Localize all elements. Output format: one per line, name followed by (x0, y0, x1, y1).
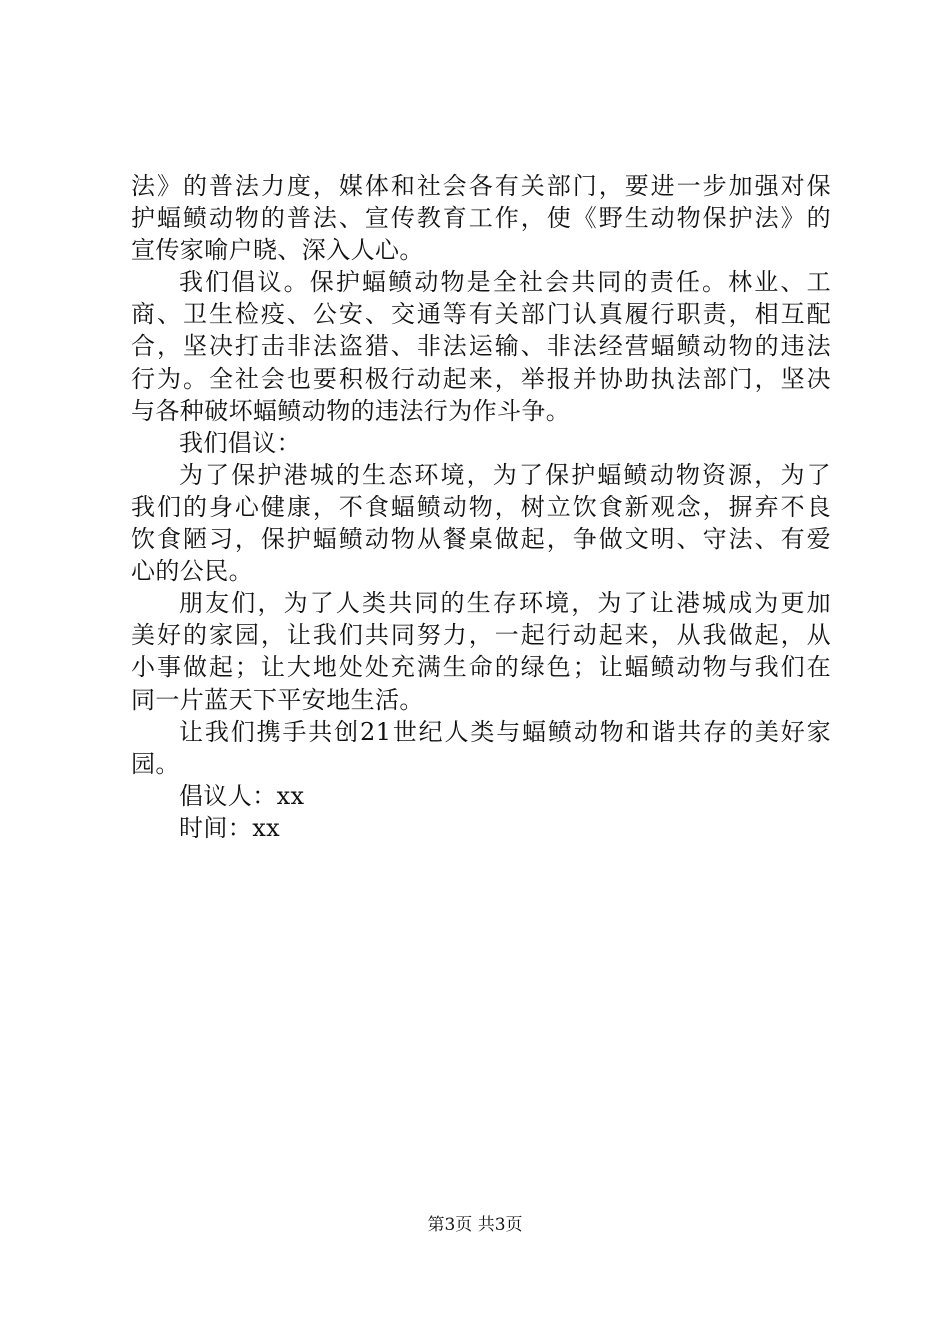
text-line: 同一片蓝天下平安地生活。 (131, 685, 424, 714)
text-line: 心的公民。 (131, 557, 253, 586)
text-line: 让我们携手共创21世纪人类与蝠鲼动物和谐共存的美好家 (179, 717, 831, 746)
text-line: 商、卫生检疫、公安、交通等有关部门认真履行职责，相互配 (131, 300, 831, 329)
text-line: 护蝠鲼动物的普法、宣传教育工作，使《野生动物保护法》的 (131, 204, 831, 233)
signer-line: 倡议人：xx (179, 781, 305, 810)
text-line: 饮食陋习，保护蝠鲼动物从餐桌做起，争做文明、守法、有爱 (131, 525, 831, 554)
text-line: 美好的家园，让我们共同努力，一起行动起来，从我做起，从 (131, 621, 831, 650)
text-line: 行为。全社会也要积极行动起来，举报并协助执法部门，坚决 (131, 364, 831, 393)
text-line: 朋友们，为了人类共同的生存环境，为了让港城成为更加 (179, 589, 831, 618)
document-body (131, 170, 831, 844)
text-line: 合，坚决打击非法盗猎、非法运输、非法经营蝠鲼动物的违法 (131, 332, 831, 361)
page-footer: 第3页 共3页 (427, 1215, 523, 1235)
text-line: 园。 (131, 749, 180, 778)
text-line: 法》的普法力度，媒体和社会各有关部门，要进一步加强对保 (131, 172, 831, 200)
date-line: 时间：xx (179, 813, 281, 842)
text-line: 小事做起；让大地处处充满生命的绿色；让蝠鲼动物与我们在 (131, 653, 831, 682)
text-line: 我们的身心健康，不食蝠鲼动物，树立饮食新观念，摒弃不良 (131, 492, 831, 521)
text-line: 我们倡议： (179, 428, 301, 457)
text-line: 与各种破坏蝠鲼动物的违法行为作斗争。 (131, 396, 571, 425)
text-line: 我们倡议。保护蝠鲼动物是全社会共同的责任。林业、工 (179, 268, 831, 297)
text-line: 宣传家喻户晓、深入人心。 (131, 236, 424, 265)
text-line: 为了保护港城的生态环境，为了保护蝠鲼动物资源，为了 (179, 460, 831, 489)
